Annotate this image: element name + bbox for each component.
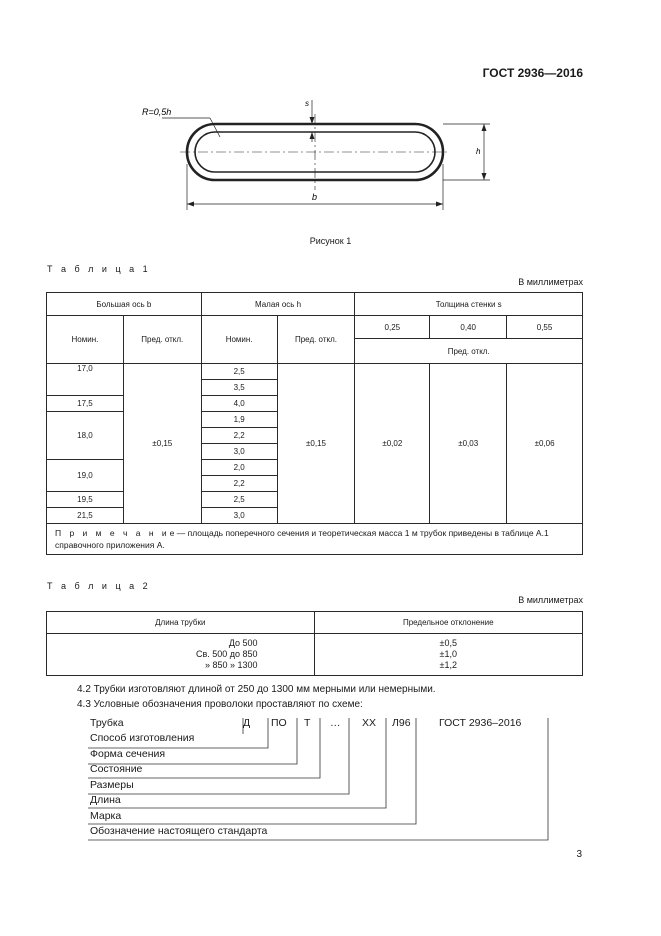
h-value: 3,0 (201, 508, 277, 524)
header-nom-b: Номин. (47, 316, 124, 364)
page-number: 3 (576, 849, 582, 860)
figure-caption: Рисунок 1 (309, 236, 352, 246)
paragraph-4-3: 4.3 Условные обозначения проволоки проставляют по схеме: (77, 699, 363, 710)
header-s-2: 0,40 (430, 316, 507, 339)
tolerance-value: ±1,0 (439, 649, 457, 659)
tol-s-1: ±0,02 (355, 364, 430, 524)
scheme-code: ПО (271, 717, 287, 729)
h-value: 2,2 (201, 428, 277, 444)
header-tol-h: Пред. откл. (277, 316, 355, 364)
scheme-label: Марка (90, 810, 122, 822)
header-wall-thickness: Толщина стенки s (355, 293, 583, 316)
scheme-label: Длина (90, 794, 121, 806)
tol-h: ±0,15 (277, 364, 355, 524)
header-big-axis: Большая ось b (47, 293, 202, 316)
header-small-axis: Малая ось h (201, 293, 355, 316)
h-value: 2,0 (201, 460, 277, 476)
tolerance-value: ±0,5 (439, 638, 457, 648)
wall-s-label: s (305, 99, 309, 108)
scheme-code: Д (243, 717, 251, 729)
document-header: ГОСТ 2936—2016 (482, 66, 583, 80)
scheme-label: Форма сечения (90, 748, 166, 760)
header-tol-s: Пред. откл. (355, 339, 583, 364)
h-value: 2,5 (201, 492, 277, 508)
h-value: 1,9 (201, 412, 277, 428)
header-nom-h: Номин. (201, 316, 277, 364)
note-word: П р и м е ч а н и (55, 528, 170, 538)
scheme-code: … (330, 717, 341, 729)
scheme-code: ГОСТ 2936–2016 (439, 717, 522, 729)
h-value: 2,5 (201, 364, 277, 380)
h-value: 4,0 (201, 396, 277, 412)
length-range: » 850 » 1300 (204, 660, 258, 670)
scheme-label: Обозначение настоящего стандарта (90, 825, 268, 837)
scheme-code: ХХ (362, 717, 377, 729)
radius-label: R=0,5h (142, 107, 172, 117)
table1-units: В миллиметрах (518, 277, 583, 287)
h-value: 3,5 (201, 380, 277, 396)
table2-units: В миллиметрах (518, 595, 583, 605)
header-s-1: 0,25 (355, 316, 430, 339)
note-text: е — площадь поперечного сечения и теоретическая масса 1 м трубок приведены в таблице А.1 справочного приложения А. (55, 528, 549, 550)
h-value: 2,2 (201, 476, 277, 492)
tol-s-3: ±0,06 (507, 364, 583, 524)
scheme-code: Т (304, 717, 311, 729)
width-b-label: b (312, 192, 318, 202)
table2-title: Т а б л и ц а 2 (47, 581, 151, 591)
h-value: 3,0 (201, 444, 277, 460)
paragraph-4-2: 4.2 Трубки изготовляют длиной от 250 до 1300 мм мерными или немерными. (77, 684, 436, 695)
length-range: Св. 500 до 850 (195, 649, 258, 659)
b-value: 19,0 (47, 460, 124, 492)
tolerance-value: ±1,2 (439, 660, 457, 670)
b-value: 18,0 (47, 412, 124, 460)
tol-s-2: ±0,03 (430, 364, 507, 524)
scheme-code: Л96 (392, 717, 411, 729)
header-tolerance: Предельное отклонение (314, 612, 582, 634)
b-value: 17,5 (47, 396, 124, 412)
b-value: 17,0 (47, 364, 124, 396)
header-s-3: 0,55 (507, 316, 583, 339)
scheme-label: Размеры (90, 779, 134, 791)
tol-b: ±0,15 (123, 364, 201, 524)
b-value: 21,5 (47, 508, 124, 524)
scheme-label: Состояние (90, 763, 143, 775)
scheme-word: Трубка (90, 717, 124, 729)
header-tol-b: Пред. откл. (123, 316, 201, 364)
b-value: 19,5 (47, 492, 124, 508)
table1-title: Т а б л и ц а 1 (47, 264, 151, 274)
length-range: До 500 (228, 638, 258, 648)
scheme-label: Способ изготовления (90, 732, 195, 744)
header-length: Длина трубки (47, 612, 315, 634)
height-h-label: h (476, 147, 481, 156)
